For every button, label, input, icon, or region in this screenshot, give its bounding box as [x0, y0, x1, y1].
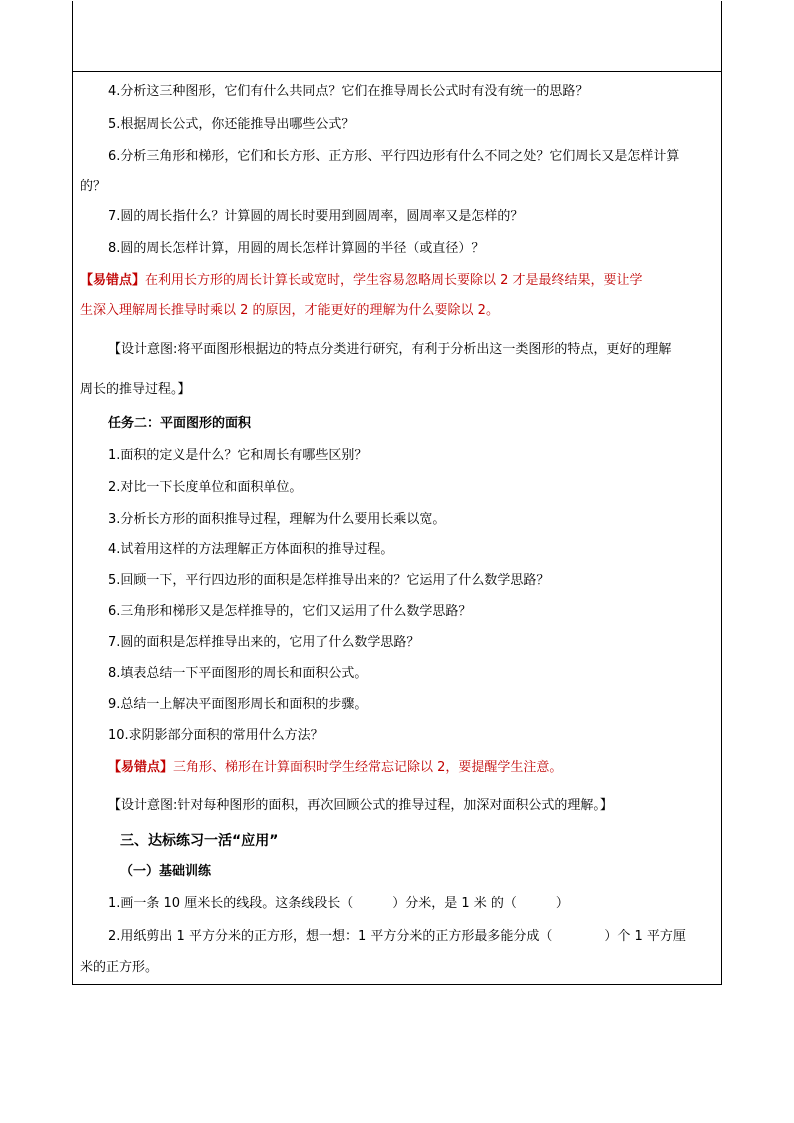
task2-item-4: 4.试着用这样的方法理解正方体面积的推导过程。: [108, 542, 394, 557]
table-left-border-top: [72, 1, 73, 72]
task2-item-5: 5.回顾一下，平行四边形的面积是怎样推导出来的？它运用了什么数学思路？: [108, 573, 550, 588]
task2-item-8: 8.填表总结一下平面图形的周长和面积公式。: [108, 666, 368, 681]
error-point-1: [80, 272, 643, 290]
exercise-2: 2.用纸剪出 1 平方分米的正方形，想一想：1 平方分米的正方形最多能分成（ ）个 1 平方厘: [108, 929, 686, 944]
question-8: 8.圆的周长怎样计算，用圆的周长怎样计算圆的半径（或直径）？: [108, 241, 485, 256]
question-6-cont: 的？: [80, 179, 107, 194]
task2-item-7: 7.圆的面积是怎样推导出来的，它用了什么数学思路？: [108, 635, 420, 650]
exercise-2-cont: 米的正方形。: [80, 960, 159, 975]
error-point-1-cont: 生深入理解周长推导时乘以 2 的原因，才能更好的理解为什么要除以 2。: [80, 303, 499, 318]
error-point-2: [108, 759, 562, 777]
design-intent-2: 【设计意图:针对每种图形的面积，再次回顾公式的推导过程，加深对面积公式的理解。】: [108, 798, 613, 813]
task2-item-2: 2.对比一下长度单位和面积单位。: [108, 480, 303, 495]
design-intent-1-cont: 周长的推导过程。】: [80, 382, 191, 397]
question-6: 6.分析三角形和梯形，它们和长方形、正方形、平行四边形有什么不同之处？它们周长又是怎样计算: [108, 149, 680, 164]
table-right-border-top: [721, 1, 722, 72]
task2-title: 任务二：平面图形的面积: [108, 416, 252, 431]
task2-item-1: 1.面积的定义是什么？它和周长有哪些区别？: [108, 448, 368, 463]
exercise-1: 1.画一条 10 厘米长的线段。这条线段长（ ）分米，是 1 米 的（ ）: [108, 896, 569, 911]
section3-title: 三、达标练习一活“应用”: [120, 833, 279, 849]
basic-training-heading: （一）基础训练: [120, 864, 212, 879]
question-4: 4.分析这三种图形，它们有什么共同点？它们在推导周长公式时有没有统一的思路？: [108, 84, 589, 99]
error-point-2-tag: 【易错点】: [108, 760, 174, 775]
error-point-2-text: 三角形、梯形在计算面积时学生经常忘记除以 2，要提醒学生注意。: [173, 760, 563, 775]
task2-item-9: 9.总结一上解决平面图形周长和面积的步骤。: [108, 697, 368, 712]
error-point-text: 在利用长方形的周长计算长或宽时，学生容易忽略周长要除以 2 才是最终结果，要让学: [145, 273, 643, 288]
task2-item-6: 6.三角形和梯形又是怎样推导的，它们又运用了什么数学思路？: [108, 604, 472, 619]
design-intent-1: 【设计意图:将平面图形根据边的特点分类进行研究，有利于分析出这一类图形的特点，更好的理解: [108, 342, 672, 357]
task2-item-3: 3.分析长方形的面积推导过程，理解为什么要用长乘以宽。: [108, 512, 446, 527]
question-7: 7.圆的周长指什么？计算圆的周长时要用到圆周率，圆周率又是怎样的？: [108, 209, 524, 224]
question-5: 5.根据周长公式，你还能推导出哪些公式？: [108, 117, 355, 132]
task2-item-10: 10.求阴影部分面积的常用什么方法？: [108, 728, 324, 743]
error-point-tag: 【易错点】: [80, 273, 146, 288]
